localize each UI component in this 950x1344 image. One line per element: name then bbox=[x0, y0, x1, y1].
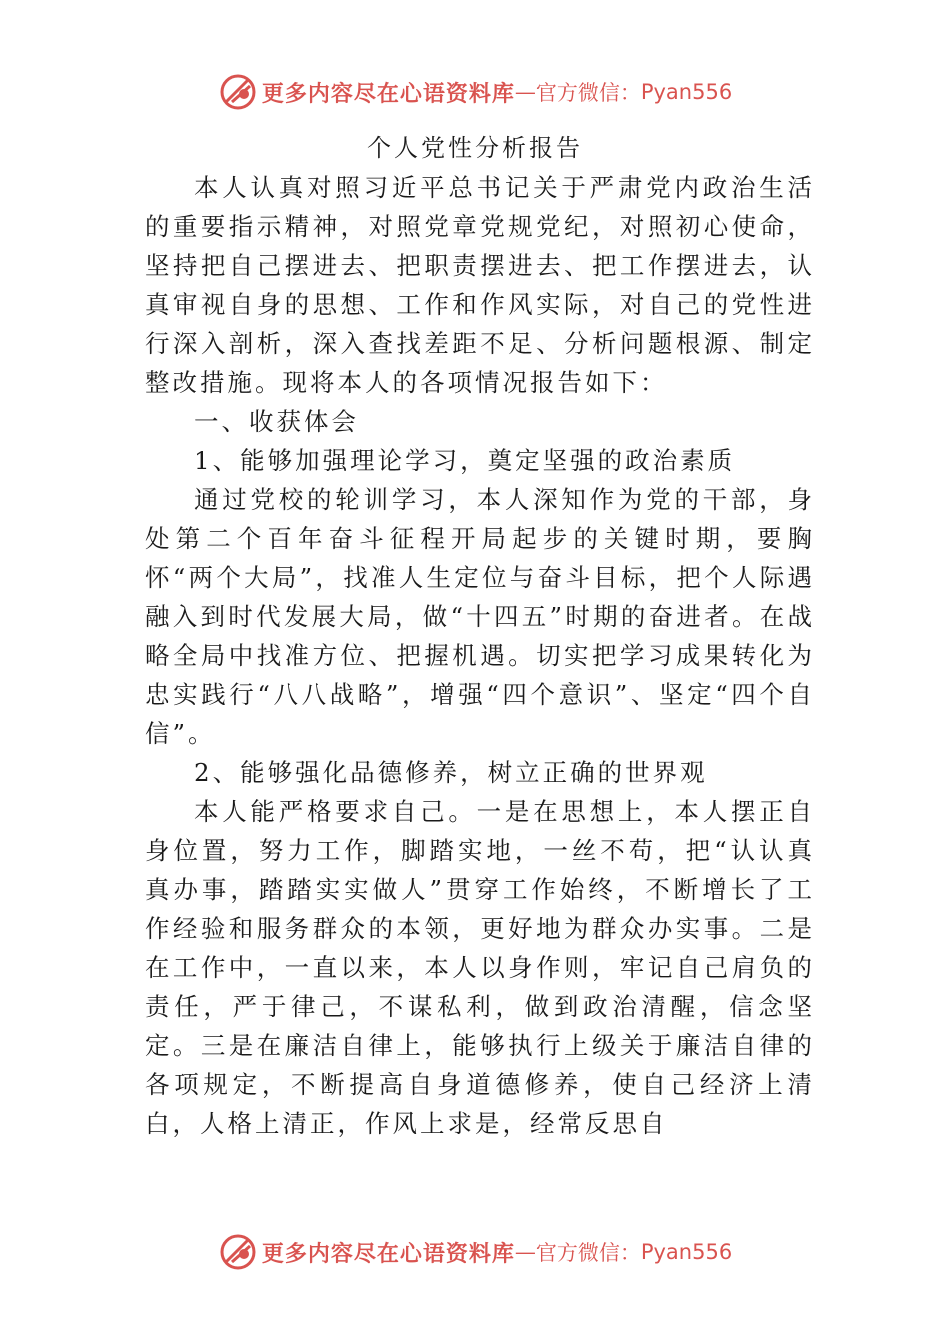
watermark-dash: — bbox=[514, 80, 536, 104]
logo-icon bbox=[218, 1232, 258, 1272]
watermark-wechat-id: Pyan556 bbox=[640, 1240, 733, 1264]
watermark-text: 更多内容尽在心语资料库 bbox=[261, 80, 515, 107]
subheading-2: 2、能够强化品德修养，树立正确的世界观 bbox=[194, 758, 708, 787]
paragraph-intro: 本人认真对照习近平总书记关于严肃党内政治生活的重要指示精神，对照党章党规党纪，对照初心使命，坚持把自己摆进去、把职责摆进去、把工作摆进去，认真审视自身的思想、工作和作风实际，对自己的党性进行深入剖析，深入查找差距不足、分析问题根源、制定整改措施。现将本人的各项情况报告如下： bbox=[145, 173, 815, 397]
logo-icon bbox=[218, 72, 258, 112]
watermark-dash: — bbox=[514, 1240, 536, 1264]
watermark-text: 更多内容尽在心语资料库 bbox=[261, 1240, 515, 1267]
section-heading: 一、收获体会 bbox=[194, 407, 359, 436]
watermark-banner-bottom bbox=[0, 1228, 950, 1276]
paragraph-1: 通过党校的轮训学习，本人深知作为党的干部，身处第二个百年奋斗征程开局起步的关键时期，要胸怀“两个大局”，找准人生定位与奋斗目标，把个人际遇融入到时代发展大局，做“十四五”时期的奋进者。在战略全局中找准方位、把握机遇。切实把学习成果转化为忠实践行“八八战略”，增强“四个意识”、坚定“四个自信”。 bbox=[145, 485, 815, 748]
watermark-wechat-label: 官方微信： bbox=[535, 81, 641, 105]
paragraph-2: 本人能严格要求自己。一是在思想上，本人摆正自身位置，努力工作，脚踏实地，一丝不苟，把“认认真真办事，踏踏实实做人”贯穿工作始终，不断增长了工作经验和服务群众的本领，更好地为群众办实事。二是在工作中，一直以来，本人以身作则，牢记自己肩负的责任，严于律己，不谋私利，做到政治清醒，信念坚定。三是在廉洁自律上，能够执行上级关于廉洁自律的各项规定，不断提高自身道德修养，使自己经济上清白，人格上清正，作风上求是，经常反思自 bbox=[145, 797, 815, 1138]
subheading-1: 1、能够加强理论学习，奠定坚强的政治素质 bbox=[194, 446, 736, 475]
watermark-wechat-id: Pyan556 bbox=[640, 80, 733, 104]
watermark-banner-top bbox=[0, 68, 950, 116]
document-body bbox=[145, 168, 815, 1143]
document-title: 个人党性分析报告 bbox=[367, 134, 583, 162]
watermark-wechat-label: 官方微信： bbox=[535, 1241, 641, 1265]
